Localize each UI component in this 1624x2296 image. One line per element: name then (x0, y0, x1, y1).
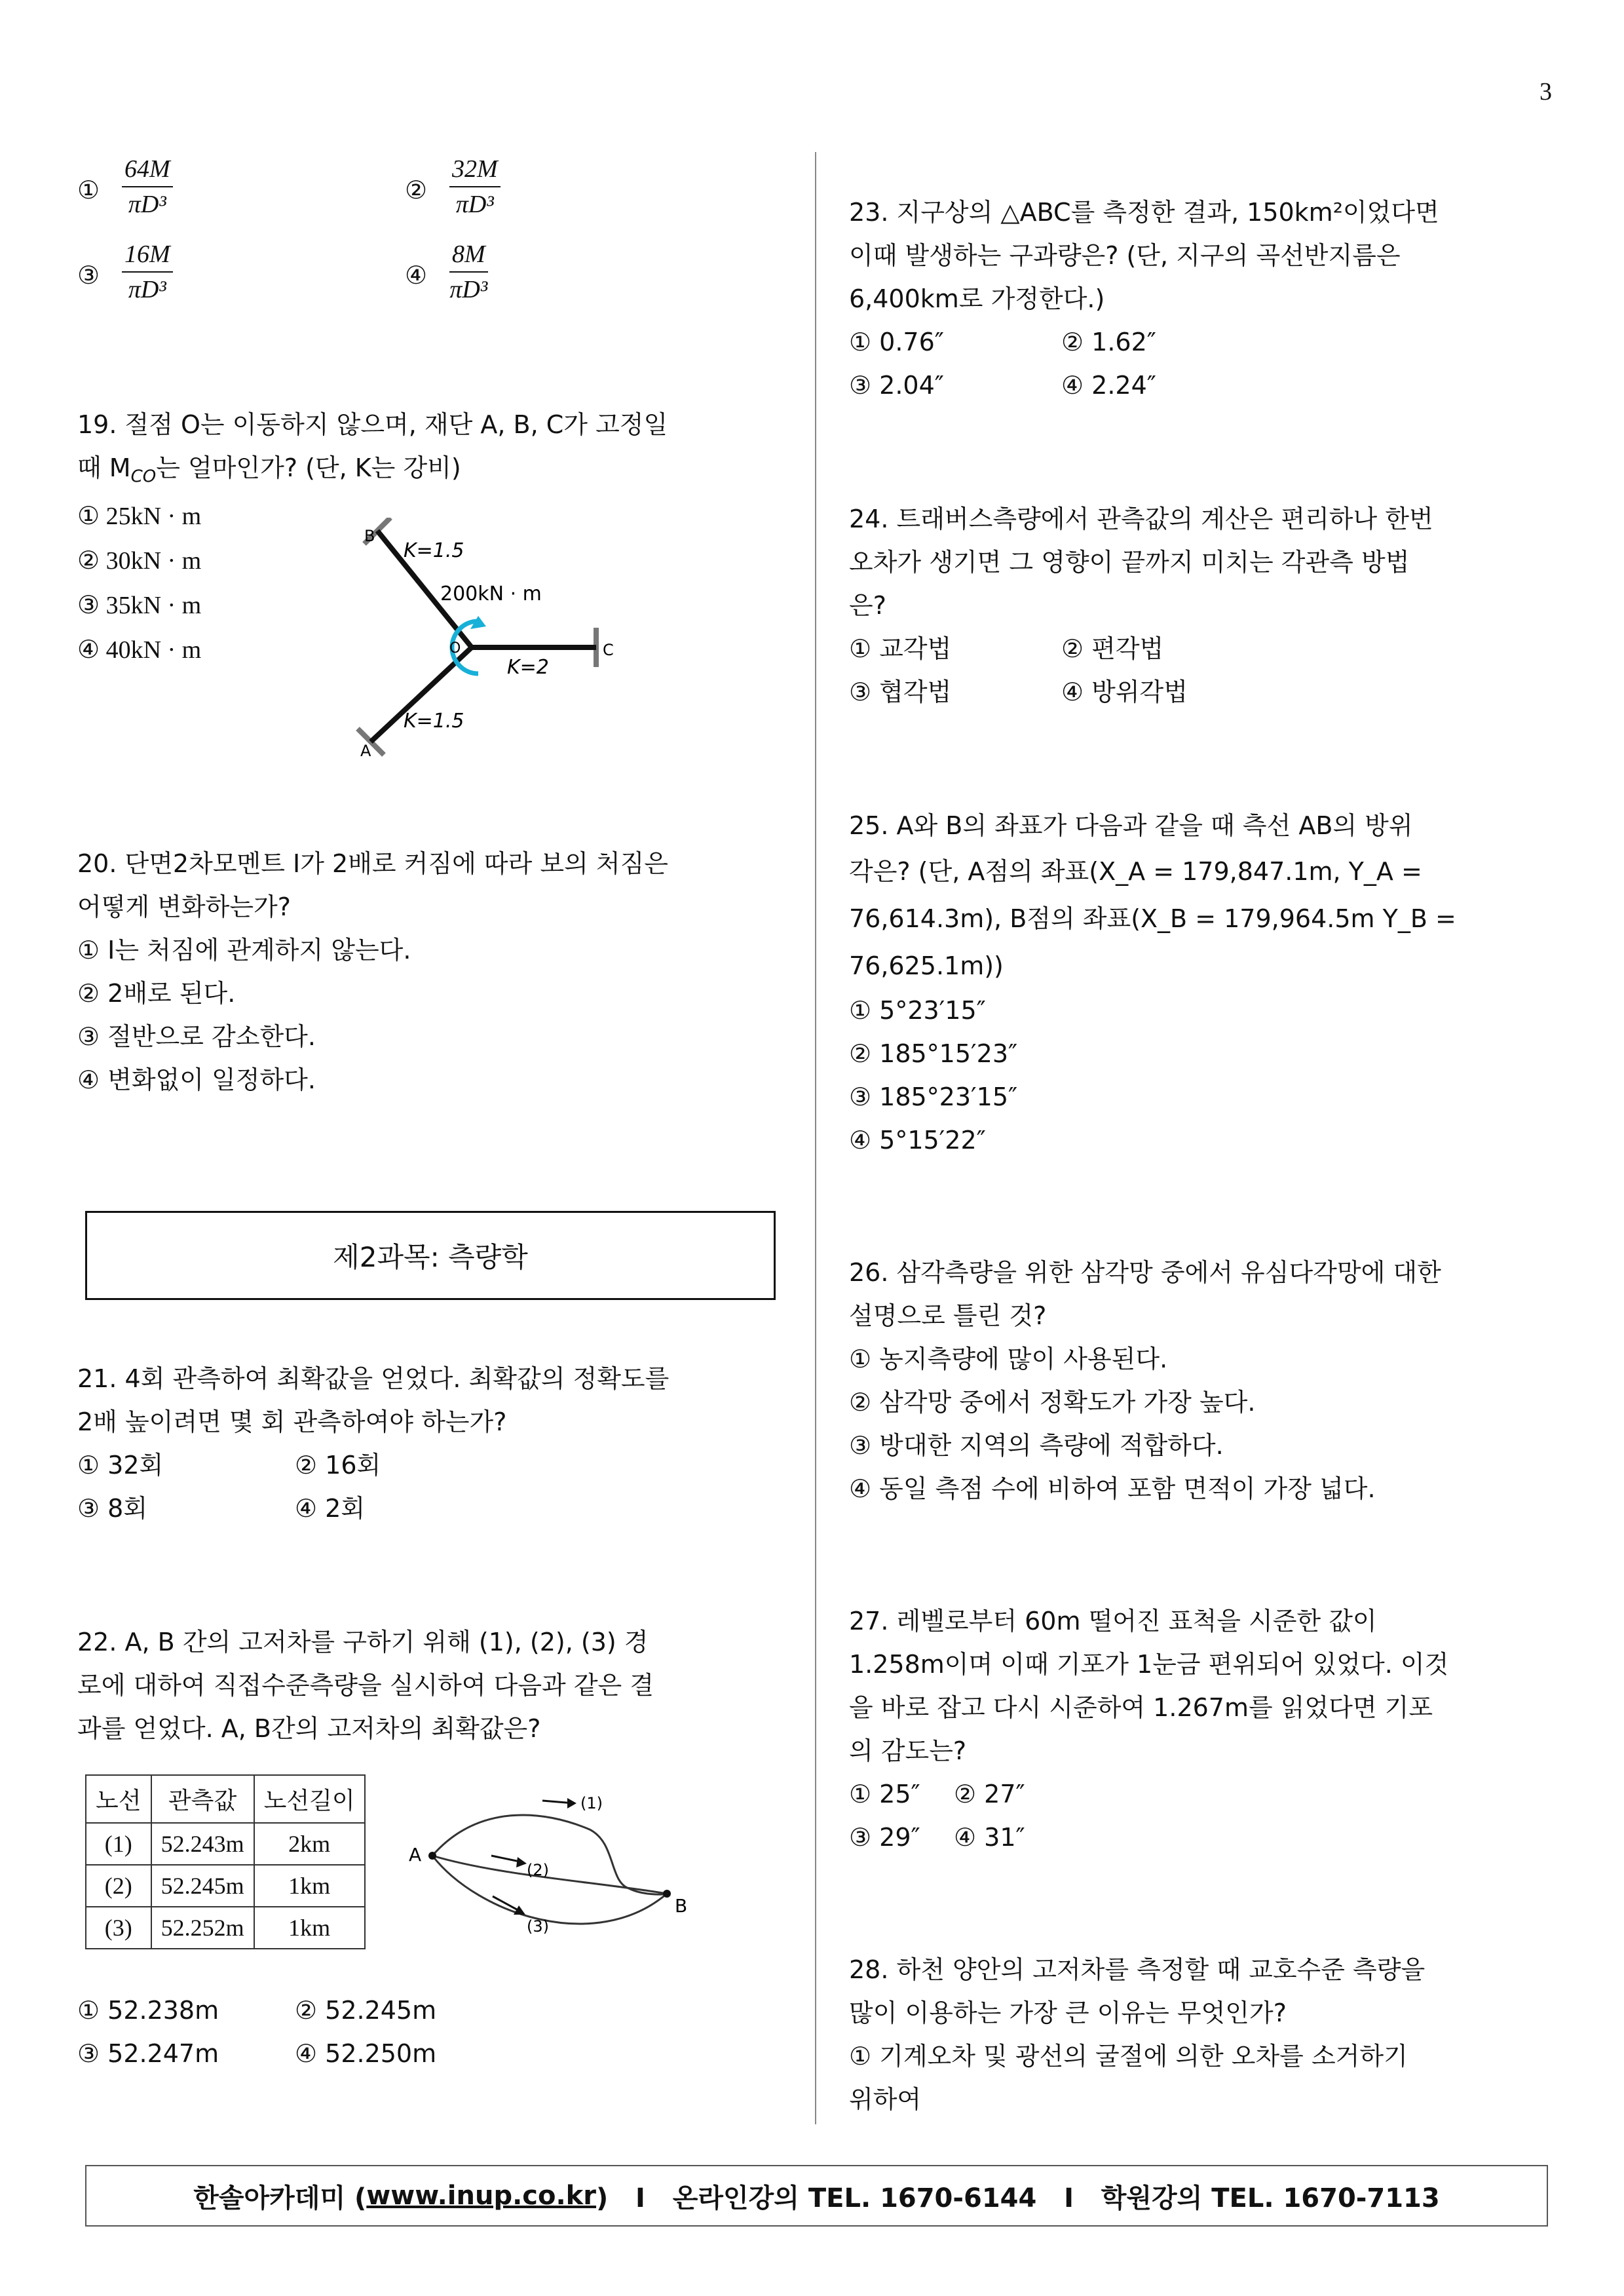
q26-option-2: ② 삼각망 중에서 정확도가 가장 높다. (849, 1388, 1256, 1417)
q25-option-4: ④ 5°15′22″ (849, 1126, 986, 1155)
q19-frame-diagram (341, 518, 668, 773)
q22-option-2: ② 52.245m (295, 1996, 437, 2025)
section-title-box (85, 1211, 776, 1300)
table-row (86, 1823, 365, 1865)
q23-line-2: 이때 발생하는 구과량은? (단, 지구의 곡선반지름은 (849, 241, 1401, 270)
q22-option-4: ④ 52.250m (295, 2039, 437, 2068)
route-2-label: (2) (527, 1861, 549, 1879)
q22-line-1: 22. A, B 간의 고저차를 구하기 위해 (1), (2), (3) 경 (77, 1628, 649, 1656)
table-cell: 2km (254, 1823, 365, 1865)
q19-option-1: ① 25kN · m (77, 503, 202, 530)
q27-line-1: 27. 레벨로부터 60m 떨어진 표척을 시준한 값이 (849, 1607, 1377, 1636)
q24-option-4: ④ 방위각법 (1061, 678, 1188, 706)
q18-option-1-mark: ① (77, 176, 100, 204)
q24-option-3: ③ 협각법 (849, 678, 952, 706)
table-header: 노선길이 (254, 1775, 365, 1823)
label-c: C (603, 641, 614, 659)
page-number: 3 (1539, 78, 1552, 105)
q20-line-2: 어떻게 변화하는가? (77, 892, 291, 921)
table-cell: 1km (254, 1907, 365, 1949)
q24-line-1: 24. 트래버스측량에서 관측값의 계산은 편리하나 한번 (849, 505, 1433, 533)
table-cell: (3) (86, 1907, 151, 1949)
q22-line-3: 과를 얻었다. A, B간의 고저차의 최확값은? (77, 1714, 541, 1743)
q22-option-1: ① 52.238m (77, 1996, 219, 2025)
q25-option-2: ② 185°15′23″ (849, 1039, 1018, 1068)
q25-line-1: 25. A와 B의 좌표가 다음과 같을 때 측선 AB의 방위 (849, 811, 1413, 840)
q28-option-1: ① 기계오차 및 광선의 굴절에 의한 오차를 소거하기 (849, 2042, 1408, 2071)
q18-option-3: 16M πD³ (122, 240, 173, 304)
q21-line-2: 2배 높이려면 몇 회 관측하여야 하는가? (77, 1407, 507, 1436)
table-row (86, 1907, 365, 1949)
q23-option-2: ② 1.62″ (1061, 328, 1156, 356)
q26-line-2: 설명으로 틀린 것? (849, 1301, 1047, 1330)
q19-option-4: ④ 40kN · m (77, 636, 202, 664)
q21-option-4: ④ 2회 (295, 1494, 366, 1523)
q27-line-3: 을 바로 잡고 다시 시준하여 1.267m를 읽었다면 기포 (849, 1693, 1433, 1722)
q22-route-diagram (400, 1784, 701, 1941)
table-cell: (1) (86, 1823, 151, 1865)
table-header: 노선 (86, 1775, 151, 1823)
footer-banner (85, 2165, 1548, 2227)
q23-option-4: ④ 2.24″ (1061, 371, 1156, 400)
q23-line-3: 6,400km로 가정한다.) (849, 284, 1105, 313)
q28-option-1-cont: 위하여 (849, 2085, 922, 2114)
label-a: A (360, 742, 371, 760)
q18-option-1: 64M πD³ (122, 155, 173, 219)
q25-line-3: 76,614.3m), B점의 좌표(X_B = 179,964.5m Y_B = (849, 904, 1456, 933)
label-b: B (364, 527, 375, 545)
q24-option-1: ① 교각법 (849, 634, 952, 663)
table-row (86, 1865, 365, 1907)
q23-option-3: ③ 2.04″ (849, 371, 944, 400)
q22-route-table (85, 1774, 366, 1949)
route-1-label: (1) (580, 1794, 603, 1812)
table-header: 관측값 (151, 1775, 254, 1823)
q19-option-2: ② 30kN · m (77, 547, 202, 575)
table-cell: 52.243m (151, 1823, 254, 1865)
q26-option-4: ④ 동일 측점 수에 비하여 포함 면적이 가장 넓다. (849, 1474, 1376, 1503)
q20-option-4: ④ 변화없이 일정하다. (77, 1065, 316, 1094)
q26-line-1: 26. 삼각측량을 위한 삼각망 중에서 유심다각망에 대한 (849, 1258, 1441, 1287)
q27-option-4: ④ 31″ (954, 1823, 1025, 1852)
q21-option-1: ① 32회 (77, 1451, 164, 1480)
q21-line-1: 21. 4회 관측하여 최확값을 얻었다. 최확값의 정확도를 (77, 1364, 670, 1393)
q28-line-1: 28. 하천 양안의 고저차를 측정할 때 교호수준 측량을 (849, 1955, 1426, 1984)
q27-option-3: ③ 29″ (849, 1823, 920, 1852)
point-a-label: A (409, 1844, 422, 1866)
footer-text-after: ) I 온라인강의 TEL. 1670-6144 I 학원강의 TEL. 1670-7113 (596, 2183, 1440, 2213)
q18-option-4: 8M πD³ (449, 240, 488, 303)
q28-line-2: 많이 이용하는 가장 큰 이유는 무엇인가? (849, 1999, 1287, 2027)
q25-line-4: 76,625.1m)) (849, 951, 1004, 980)
q18-option-2: 32M πD³ (449, 155, 500, 219)
q20-line-1: 20. 단면2차모멘트 I가 2배로 커짐에 따라 보의 처짐은 (77, 849, 669, 878)
q24-line-3: 은? (849, 591, 886, 620)
point-b-label: B (675, 1895, 688, 1917)
q23-option-1: ① 0.76″ (849, 328, 944, 356)
q25-line-2: 각은? (단, A점의 좌표(X_A = 179,847.1m, Y_A = (849, 857, 1422, 886)
q21-option-2: ② 16회 (295, 1451, 381, 1480)
q18-option-2-mark: ② (405, 176, 428, 204)
q25-option-1: ① 5°23′15″ (849, 996, 986, 1025)
q20-option-3: ③ 절반으로 감소한다. (77, 1022, 316, 1051)
q19-option-3: ③ 35kN · m (77, 592, 202, 619)
q24-option-2: ② 편각법 (1061, 634, 1164, 663)
q27-option-2: ② 27″ (954, 1780, 1025, 1808)
q27-line-2: 1.258m이며 이때 기포가 1눈금 편위되어 있었다. 이것 (849, 1650, 1449, 1679)
q18-option-4-mark: ④ (405, 261, 428, 290)
table-cell: (2) (86, 1865, 151, 1907)
q27-line-4: 의 감도는? (849, 1736, 967, 1765)
q19-line-1: 19. 절점 O는 이동하지 않으며, 재단 A, B, C가 고정일 (77, 410, 668, 439)
label-o: O (449, 640, 461, 657)
table-cell: 52.245m (151, 1865, 254, 1907)
q18-option-3-mark: ③ (77, 261, 100, 290)
q19-line-2: 때 $M_{CO}$는 얼마인가? (단, K는 강비) (77, 453, 461, 487)
q26-option-3: ③ 방대한 지역의 측량에 적합하다. (849, 1431, 1224, 1460)
footer-link[interactable]: www.inup.co.kr (366, 2181, 596, 2211)
table-cell: 1km (254, 1865, 365, 1907)
section-title: 제2과목: 측량학 (333, 1241, 528, 1273)
route-3-label: (3) (527, 1917, 549, 1936)
q27-option-1: ① 25″ (849, 1780, 920, 1808)
q26-option-1: ① 농지측량에 많이 사용된다. (849, 1345, 1168, 1373)
table-cell: 52.252m (151, 1907, 254, 1949)
q20-option-1: ① I는 처짐에 관계하지 않는다. (77, 936, 411, 965)
moment-label: 200kN · m (440, 583, 542, 605)
k-c-label: K=2 (507, 656, 549, 679)
q25-option-3: ③ 185°23′15″ (849, 1082, 1018, 1111)
footer-text-before: 한솔아카데미 ( (193, 2183, 367, 2213)
q20-option-2: ② 2배로 된다. (77, 979, 236, 1008)
q22-option-3: ③ 52.247m (77, 2039, 219, 2068)
k-b-label: K=1.5 (404, 539, 464, 562)
q21-option-3: ③ 8회 (77, 1494, 148, 1523)
q24-line-2: 오차가 생기면 그 영향이 끝까지 미치는 각관측 방법 (849, 548, 1410, 577)
q22-line-2: 로에 대하여 직접수준측량을 실시하여 다음과 같은 결 (77, 1671, 654, 1700)
q23-line-1: 23. 지구상의 △ABC를 측정한 결과, 150km²이었다면 (849, 198, 1439, 227)
column-divider (815, 152, 816, 2124)
k-a-label: K=1.5 (404, 710, 464, 733)
